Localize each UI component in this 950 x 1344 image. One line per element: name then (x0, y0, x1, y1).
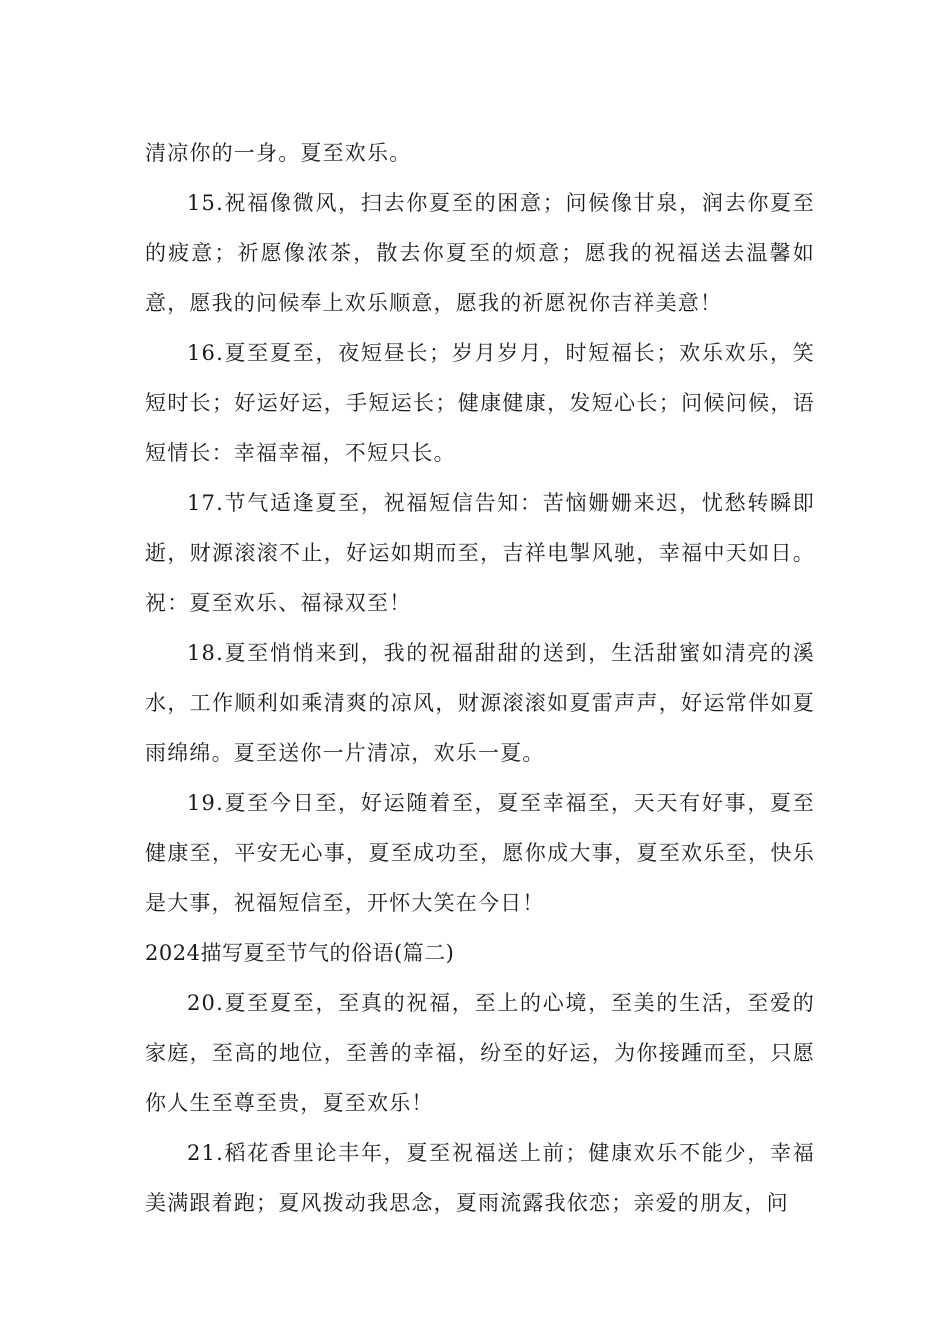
continuation-paragraph: 清凉你的一身。夏至欢乐。 (145, 141, 412, 165)
list-item: 16.夏至夏至，夜短昼长；岁月岁月，时短福长；欢乐欢乐，笑短时长；好运好运，手短运长；健康健康，发短心长；问候问候，语短情长：幸福幸福，不短只长。 (145, 341, 815, 465)
list-item: 18.夏至悄悄来到，我的祝福甜甜的送到，生活甜蜜如清亮的溪水，工作顺利如乘清爽的凉风，财源滚滚如夏雷声声，好运常伴如夏雨绵绵。夏至送你一片清凉，欢乐一夏。 (145, 641, 815, 765)
document-body (145, 128, 815, 1228)
list-item: 21.稻花香里论丰年，夏至祝福送上前；健康欢乐不能少，幸福美满跟着跑；夏风拨动我思念，夏雨流露我依恋；亲爱的朋友，问 (145, 1141, 815, 1215)
section-heading: 2024描写夏至节气的俗语(篇二) (145, 941, 455, 965)
list-item: 20.夏至夏至，至真的祝福，至上的心境，至美的生活，至爱的家庭，至高的地位，至善的幸福，纷至的好运，为你接踵而至，只愿你人生至尊至贵，夏至欢乐！ (145, 991, 815, 1115)
list-item: 17.节气适逢夏至，祝福短信告知：苦恼姗姗来迟，忧愁转瞬即逝，财源滚滚不止，好运如期而至，吉祥电掣风驰，幸福中天如日。祝：夏至欢乐、福禄双至！ (145, 491, 815, 615)
list-item: 15.祝福像微风，扫去你夏至的困意；问候像甘泉，润去你夏至的疲意；祈愿像浓茶，散去你夏至的烦意；愿我的祝福送去温馨如意，愿我的问候奉上欢乐顺意，愿我的祈愿祝你吉祥美意！ (145, 191, 815, 315)
list-item: 19.夏至今日至，好运随着至，夏至幸福至，天天有好事，夏至健康至，平安无心事，夏至成功至，愿你成大事，夏至欢乐至，快乐是大事，祝福短信至，开怀大笑在今日！ (145, 791, 815, 915)
